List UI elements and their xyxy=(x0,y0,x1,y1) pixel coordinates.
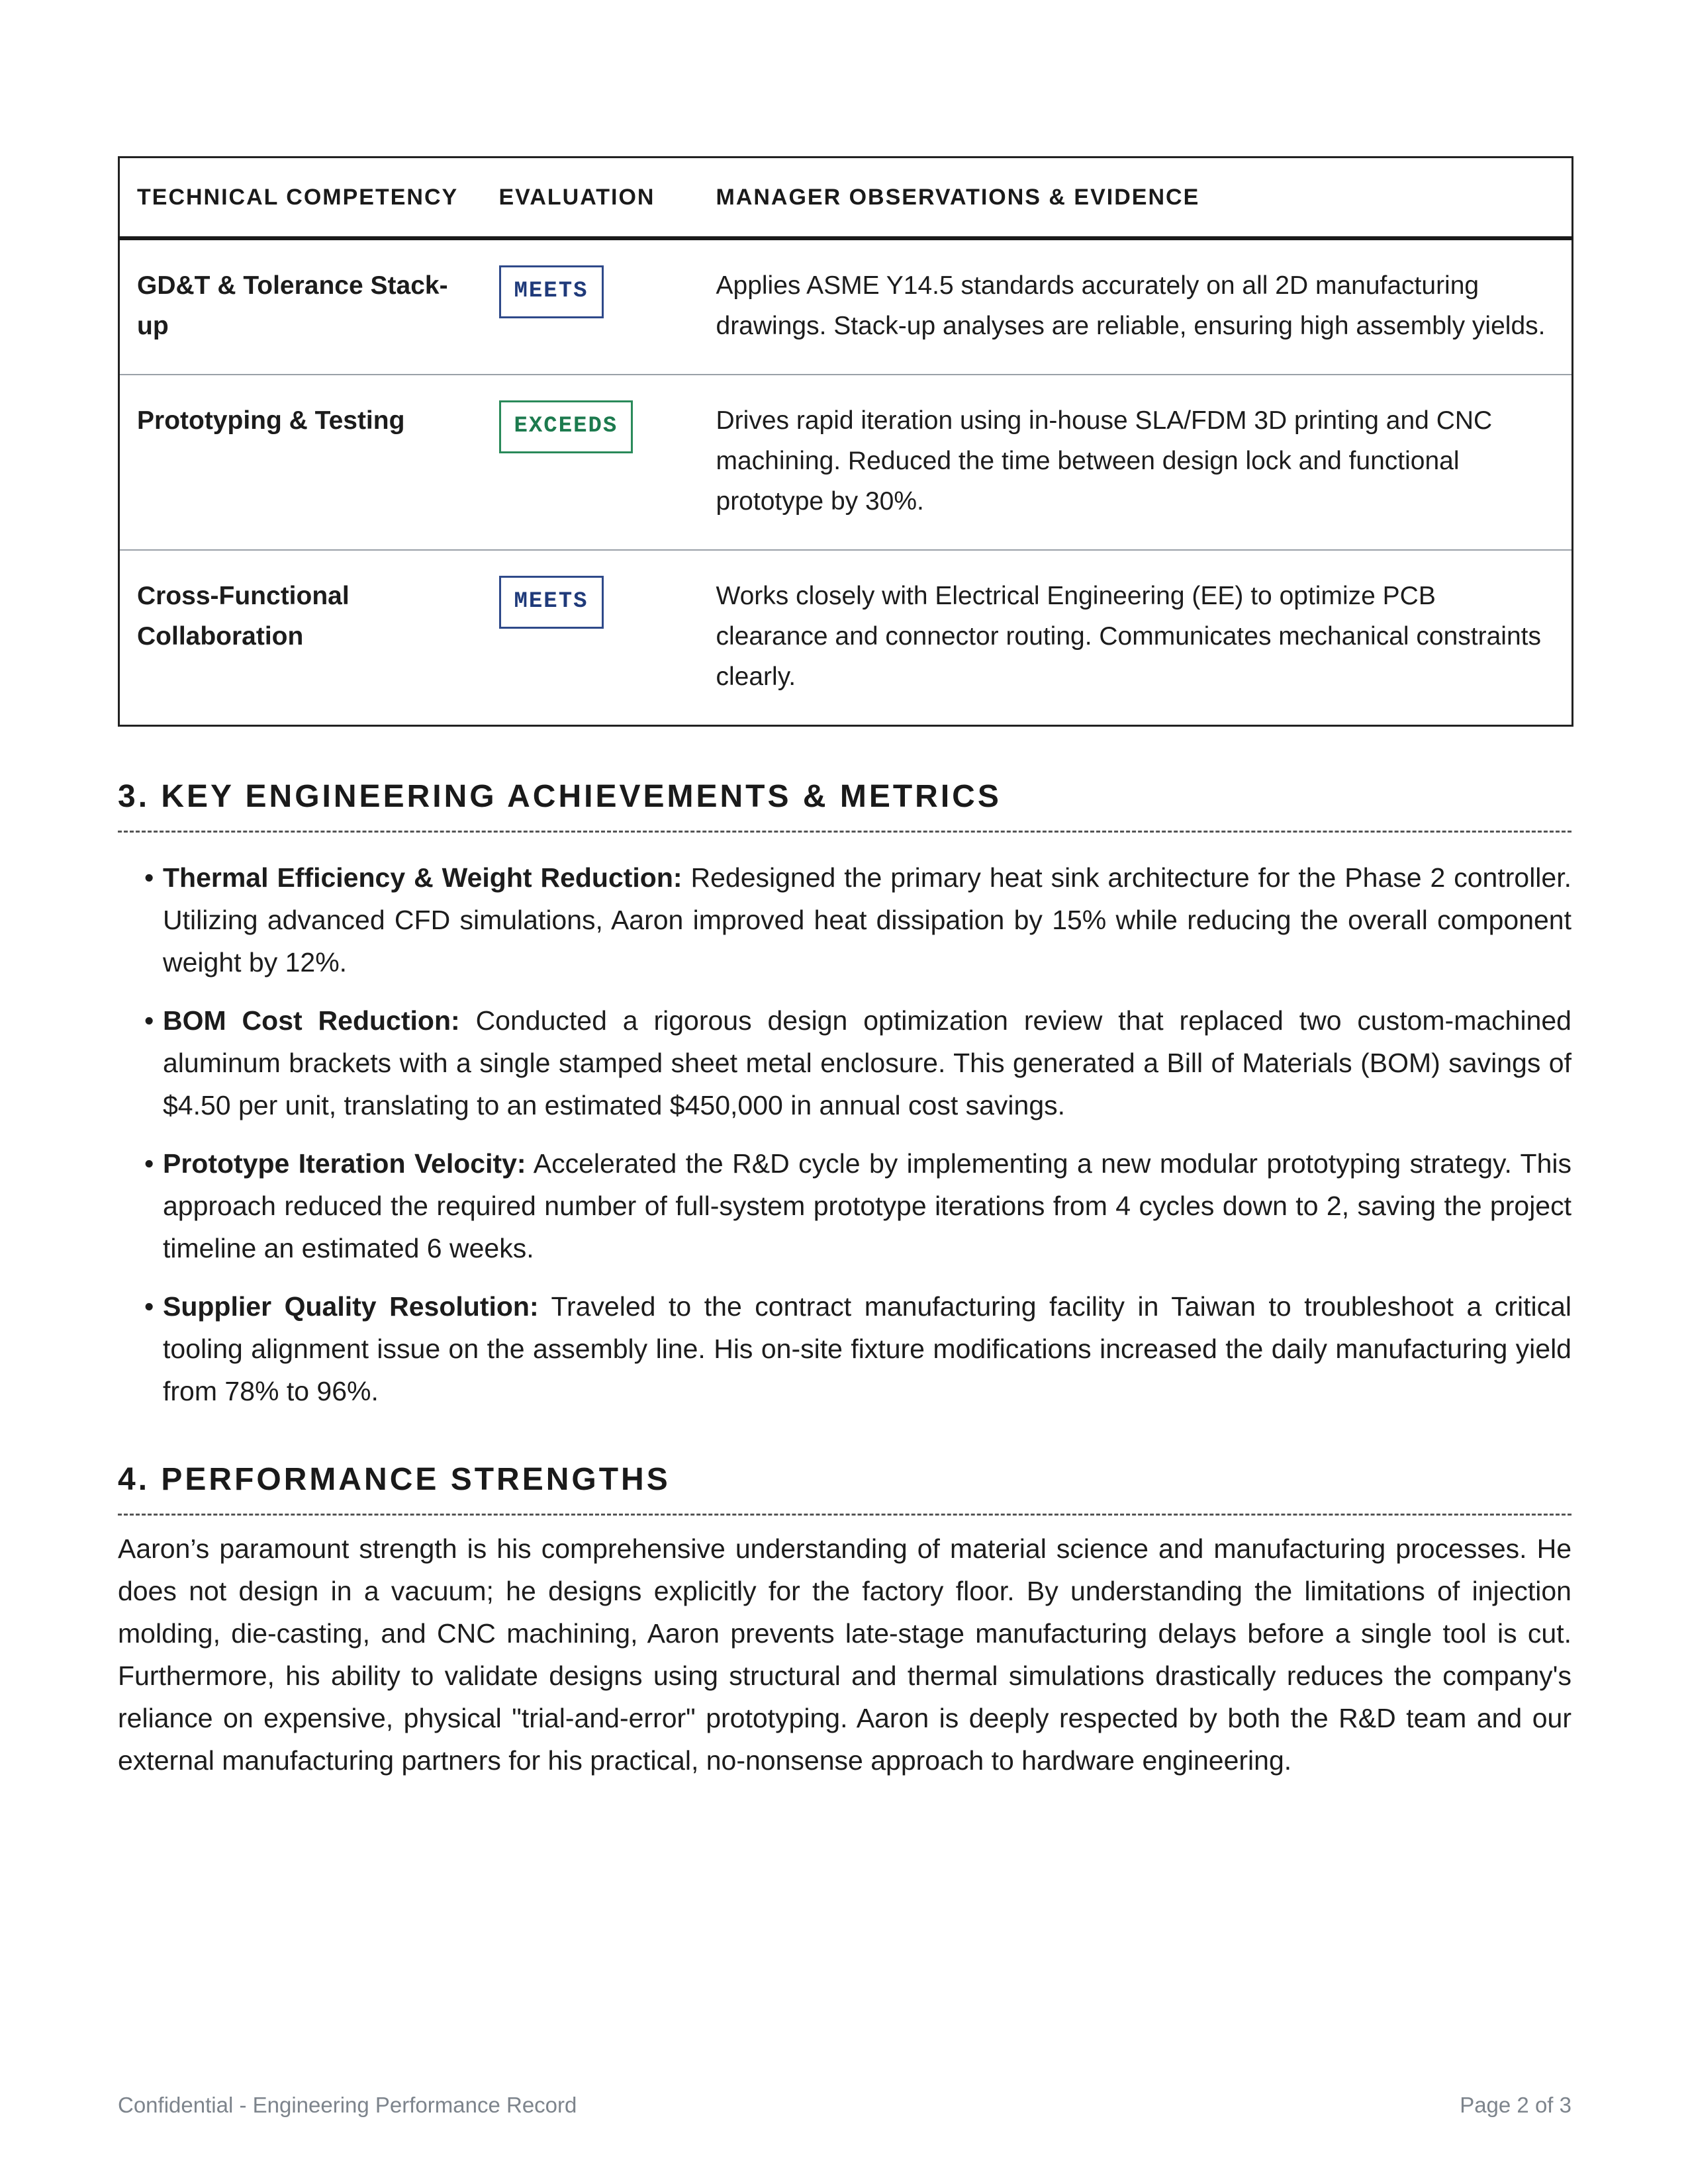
competency-name: GD&T & Tolerance Stack-up xyxy=(119,238,482,375)
evaluation-cell xyxy=(482,375,699,550)
table-row xyxy=(119,238,1573,375)
header-manager-observations: MANAGER OBSERVATIONS & EVIDENCE xyxy=(699,158,1573,239)
evaluation-cell xyxy=(482,238,699,375)
item-text: Traveled to the contract manufacturing facility in Taiwan to troubleshoot a critical tooling alignment issue on the assembly line. His on-site fixture modifications increased the daily manufacturing yield from 78% to 96%. xyxy=(163,1291,1571,1406)
list-item xyxy=(144,1142,1571,1269)
item-label: Supplier Quality Resolution: xyxy=(163,1291,539,1322)
strengths-paragraph: Aaron’s paramount strength is his comprehensive understanding of material science and manufacturing processes. He does not design in a vacuum; he designs explicitly for the factory floor. By understanding the limitations of injection molding, die-casting, and CNC machining, Aaron prevents late-stage manufacturing delays before a single tool is cut. Furthermore, his ability to validate designs using structural and thermal simulations drastically reduces the company's reliance on expensive, physical "trial-and-error" prototyping. Aaron is deeply respected by both the R&D team and our external manufacturing partners for his practical, no-nonsense approach to hardware engineering. xyxy=(118,1533,1571,1776)
competency-name: Cross-Functional Collaboration xyxy=(137,582,350,651)
item-label: Thermal Efficiency & Weight Reduction: xyxy=(163,862,682,893)
table-row xyxy=(119,375,1573,550)
section-title: 3. KEY ENGINEERING ACHIEVEMENTS & METRICS xyxy=(118,779,1002,814)
bullet-icon: • xyxy=(144,862,154,893)
section-divider xyxy=(118,831,1571,833)
page-footer xyxy=(118,2093,1571,2118)
strengths-section xyxy=(118,1461,1571,1782)
header-technical-competency: TECHNICAL COMPETENCY xyxy=(119,158,482,239)
item-text: Accelerated the R&D cycle by implementing a new modular prototyping strategy. This approach reduced the required number of full-system prototype iterations from 4 cycles down to 2, saving the project timeline an estimated 6 weeks. xyxy=(163,1148,1571,1263)
evaluation-badge: EXCEEDS xyxy=(499,400,633,453)
table-header-row xyxy=(119,158,1573,239)
achievements-section xyxy=(118,778,1571,1412)
bullet-icon: • xyxy=(144,1148,154,1179)
achievements-list xyxy=(118,856,1571,1412)
item-label: BOM Cost Reduction: xyxy=(163,1005,460,1036)
evaluation-badge: MEETS xyxy=(499,265,604,318)
footer-confidential-label: Confidential - Engineering Performance Record xyxy=(118,2093,577,2117)
list-item xyxy=(144,856,1571,983)
observation-text: Applies ASME Y14.5 standards accurately on all 2D manufacturing drawings. Stack-up analyses are reliable, ensuring high assembly yields. xyxy=(699,238,1573,375)
list-item xyxy=(144,1285,1571,1412)
section-divider xyxy=(118,1514,1571,1516)
competency-name: Prototyping & Testing xyxy=(119,375,482,550)
item-label: Prototype Iteration Velocity: xyxy=(163,1148,526,1179)
bullet-icon: • xyxy=(144,1005,154,1036)
evaluation-badge: MEETS xyxy=(499,576,604,629)
item-text: Redesigned the primary heat sink architecture for the Phase 2 controller. Utilizing advanced CFD simulations, Aaron improved heat dissipation by 15% while reducing the overall component weight by 12%. xyxy=(163,862,1571,978)
page-number: Page 2 of 3 xyxy=(1460,2093,1571,2117)
item-text: Conducted a rigorous design optimization review that replaced two custom-machined aluminum brackets with a single stamped sheet metal enclosure. This generated a Bill of Materials (BOM) savings of $4.50 per unit, translating to an estimated $450,000 in annual cost savings. xyxy=(163,1005,1571,1120)
list-item xyxy=(144,999,1571,1126)
header-evaluation: EVALUATION xyxy=(482,158,699,239)
section-title: 4. PERFORMANCE STRENGTHS xyxy=(118,1462,671,1497)
competency-table xyxy=(118,156,1573,727)
bullet-icon: • xyxy=(144,1291,154,1322)
table-row xyxy=(119,550,1573,726)
observation-text: Works closely with Electrical Engineering (EE) to optimize PCB clearance and connector routing. Communicates mechanical constraints clearly. xyxy=(716,582,1541,691)
observation-text: Drives rapid iteration using in-house SLA/FDM 3D printing and CNC machining. Reduced the time between design lock and functional prototype by 30%. xyxy=(699,375,1573,550)
evaluation-cell xyxy=(482,550,699,726)
document-page xyxy=(118,156,1571,1782)
